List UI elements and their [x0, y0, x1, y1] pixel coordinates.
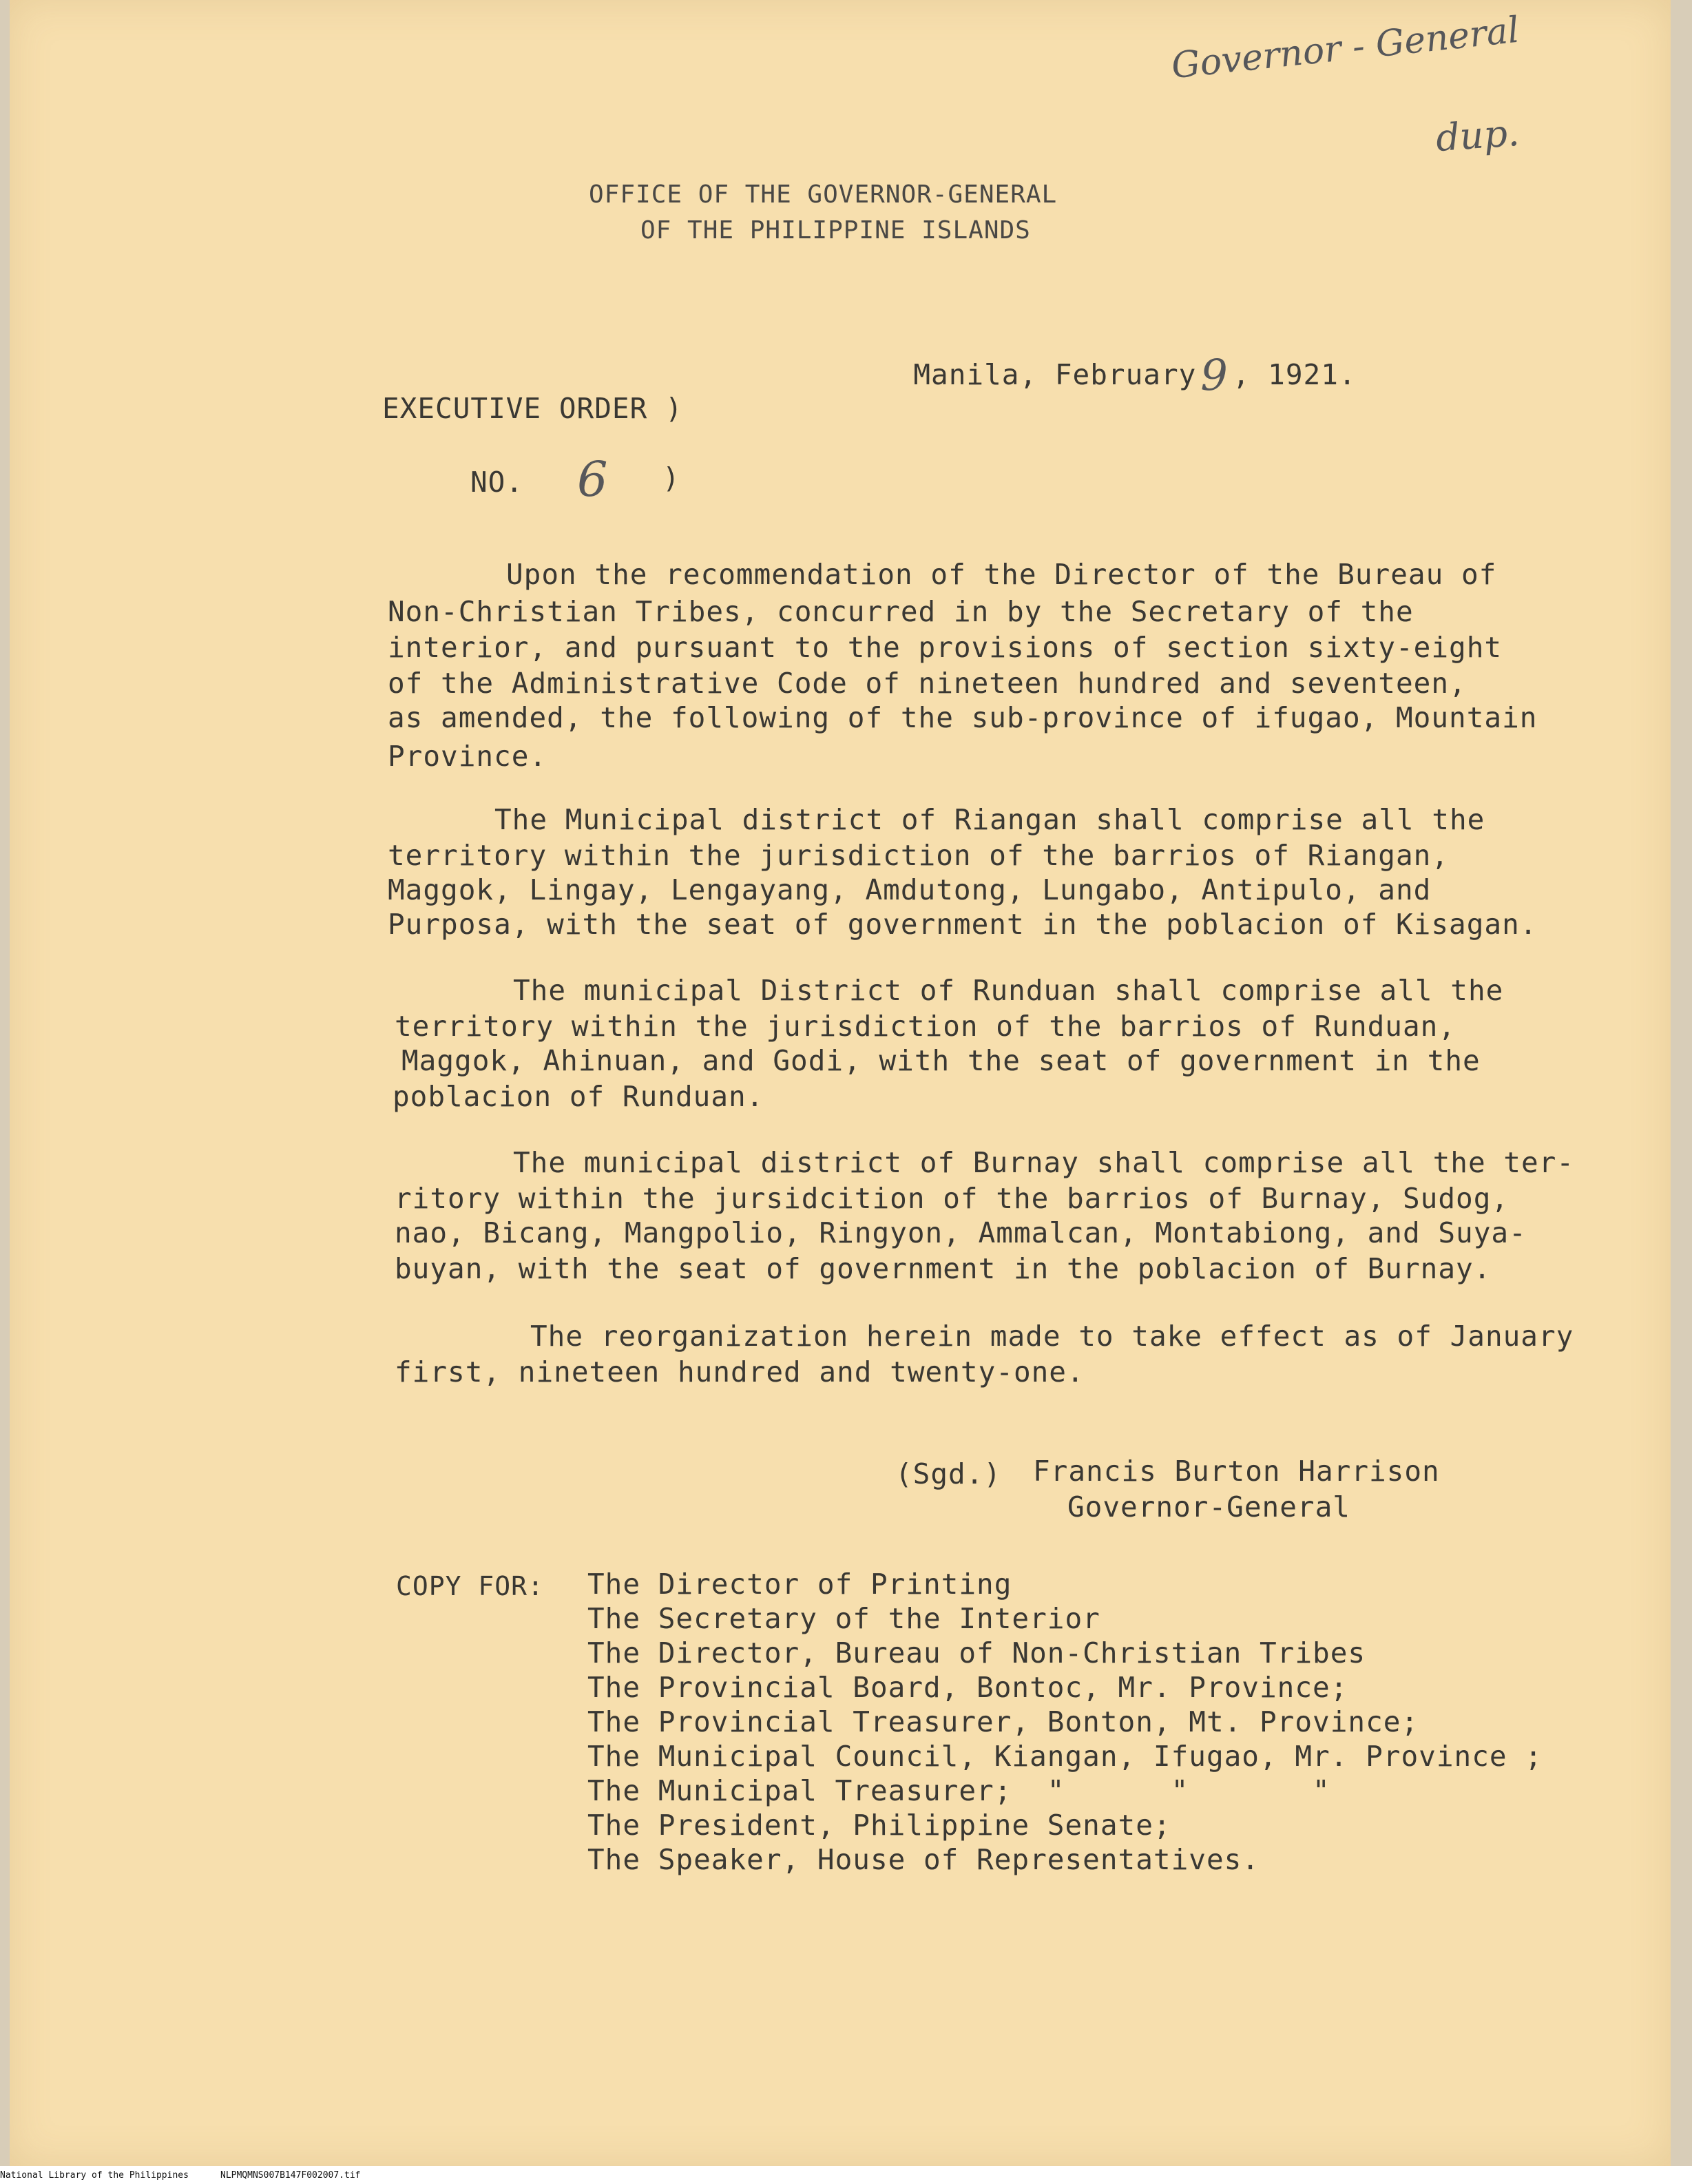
signature-sgd: (Sgd.)	[895, 1457, 1002, 1490]
body-p3-line-1: The municipal District of Runduan shall comprise all the	[513, 974, 1504, 1007]
copy-recipient: The Provincial Board, Bontoc, Mr. Province;	[587, 1671, 1348, 1704]
dateline-suffix: , 1921.	[1232, 358, 1357, 391]
body-p4-line-3: nao, Bicang, Mangpolio, Ringyon, Ammalcan, Montabiong, and Suya-	[395, 1216, 1527, 1249]
body-p1-line-2: Non-Christian Tribes, concurred in by the Secretary of the	[388, 595, 1414, 628]
footer-library: National Library of the Philippines	[0, 2170, 189, 2181]
copy-recipient: The Secretary of the Interior	[587, 1602, 1100, 1635]
body-p1-line-6: Province.	[388, 740, 547, 773]
copy-recipient: The Provincial Treasurer, Bonton, Mt. Province;	[587, 1705, 1419, 1738]
signature-title: Governor-General	[1067, 1490, 1350, 1523]
body-p4-line-4: buyan, with the seat of government in the poblacion of Burnay.	[395, 1252, 1492, 1285]
copy-recipient: The Director of Printing	[587, 1568, 1012, 1601]
signature-name: Francis Burton Harrison	[1033, 1455, 1440, 1488]
body-p1-line-1: Upon the recommendation of the Director of the Bureau of	[506, 558, 1497, 591]
copy-for-label: COPY FOR:	[396, 1571, 544, 1601]
body-p2-line-4: Purposa, with the seat of government in the poblacion of Kisagan.	[388, 908, 1538, 941]
copy-recipient: The Municipal Council, Kiangan, Ifugao, Mr. Province ;	[587, 1740, 1543, 1773]
body-p1-line-5: as amended, the following of the sub-province of ifugao, Mountain	[388, 701, 1538, 734]
dateline-day-handwritten: 9	[1200, 350, 1229, 400]
dateline	[878, 320, 1357, 400]
header-line-2: OF THE PHILIPPINE ISLANDS	[640, 216, 1031, 245]
body-p3-line-2: territory within the jurisdiction of the barrios of Runduan,	[395, 1010, 1456, 1043]
copy-recipient: The Director, Bureau of Non-Christian Tribes	[587, 1636, 1366, 1670]
copy-recipient: The Speaker, House of Representatives.	[587, 1843, 1260, 1876]
handwritten-dup-note: dup.	[1434, 110, 1521, 160]
body-p2-line-1: The Municipal district of Riangan shall comprise all the	[494, 803, 1485, 836]
handwritten-annotation: Governor - General	[1169, 9, 1521, 87]
body-p2-line-2: territory within the jurisdiction of the barrios of Riangan,	[388, 839, 1450, 872]
body-p2-line-3: Maggok, Lingay, Lengayang, Amdutong, Lungabo, Antipulo, and	[388, 873, 1432, 906]
body-p5-line-1: The reorganization herein made to take effect as of January	[530, 1320, 1574, 1353]
body-p3-line-4: poblacion of Runduan.	[393, 1080, 764, 1113]
executive-order-title: EXECUTIVE ORDER )	[382, 392, 683, 425]
body-p5-line-2: first, nineteen hundred and twenty-one.	[395, 1355, 1085, 1389]
body-p4-line-2: ritory within the jursidcition of the barrios of Burnay, Sudog,	[395, 1182, 1510, 1215]
footer-filename: NLPMQMNS007B147F002007.tif	[220, 2170, 361, 2181]
header-line-1: OFFICE OF THE GOVERNOR-GENERAL	[589, 180, 1058, 209]
body-p3-line-3: Maggok, Ahinuan, and Godi, with the seat of government in the	[401, 1044, 1481, 1077]
dateline-prefix: Manila, February	[913, 358, 1197, 391]
order-number-paren: )	[662, 461, 680, 495]
copy-recipient: The Municipal Treasurer; " " "	[587, 1774, 1330, 1807]
body-p1-line-4: of the Administrative Code of nineteen hundred and seventeen,	[388, 667, 1467, 700]
order-number-label: NO.	[470, 466, 524, 499]
body-p4-line-1: The municipal district of Burnay shall comprise all the ter-	[513, 1146, 1575, 1179]
copy-recipient: The President, Philippine Senate;	[587, 1809, 1171, 1842]
body-p1-line-3: interior, and pursuant to the provisions of section sixty-eight	[388, 631, 1503, 664]
order-number-handwritten: 6	[577, 451, 608, 508]
